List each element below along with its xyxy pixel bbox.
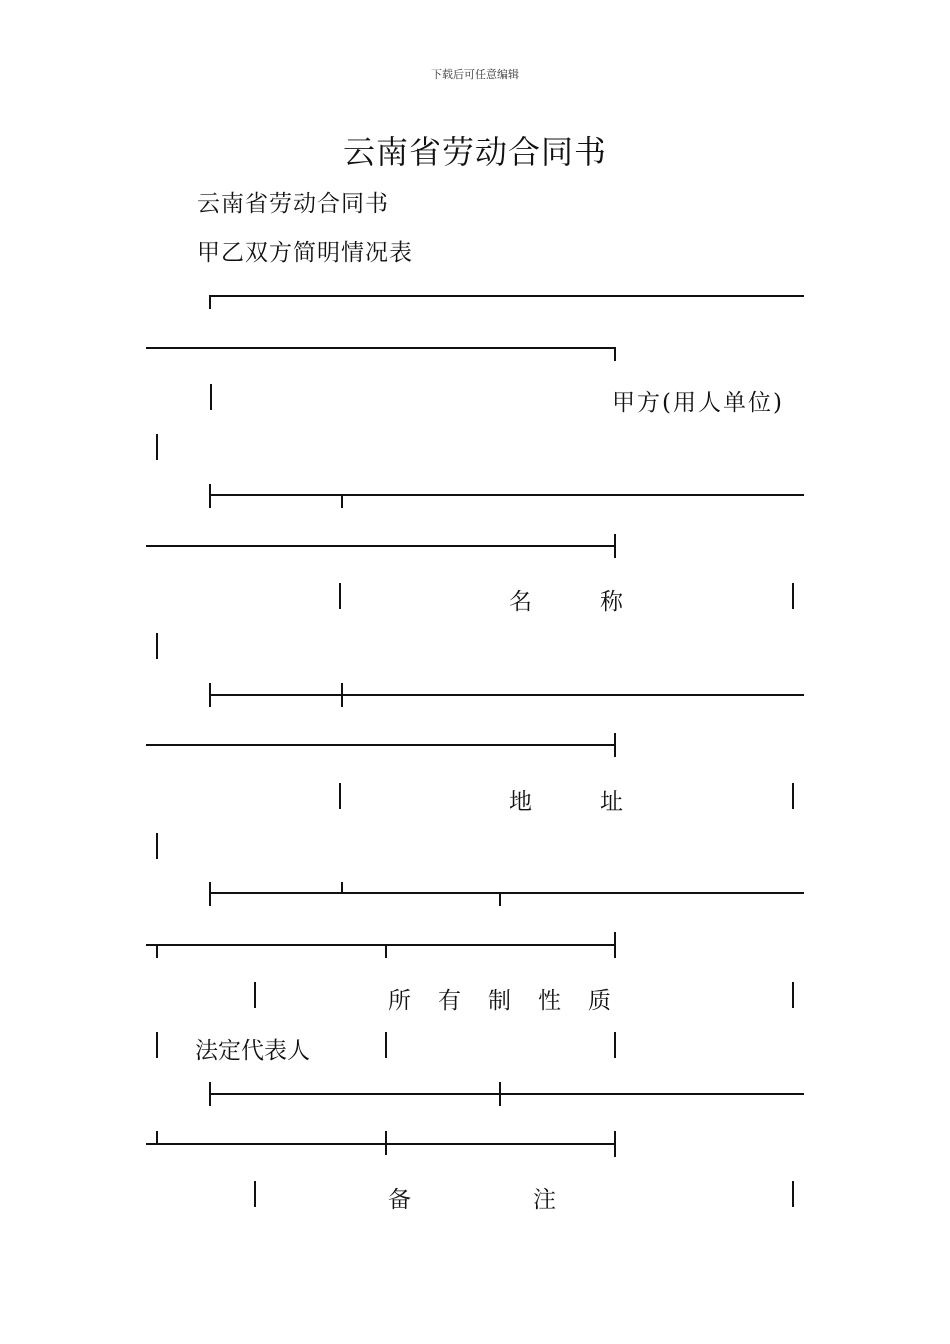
name-label: 名称 (509, 589, 691, 615)
table-border-top (209, 295, 804, 297)
table-border (156, 1032, 158, 1058)
table-joint (385, 944, 387, 958)
table-border-left (210, 384, 212, 410)
table-border (792, 982, 794, 1008)
table-joint (209, 484, 211, 508)
table-joint (614, 534, 616, 558)
table-joint (341, 882, 343, 894)
table-border (339, 783, 341, 809)
document-title: 云南省劳动合同书 (342, 133, 607, 171)
subtitle: 云南省劳动合同书 (197, 191, 389, 217)
table-separator (209, 892, 804, 894)
table-joint (209, 683, 211, 707)
party-a-label: 甲方(用人单位) (612, 390, 784, 416)
table-border (254, 982, 256, 1008)
table-border (614, 1032, 616, 1058)
header-note: 下载后可任意编辑 (431, 68, 519, 81)
table-joint (614, 1131, 616, 1157)
table-border (385, 1032, 387, 1058)
table-separator-wrap (146, 944, 616, 946)
table-joint (385, 1131, 387, 1155)
table-joint (341, 494, 343, 508)
table-separator-wrap (146, 744, 616, 746)
table-joint (209, 882, 211, 906)
table-joint (156, 944, 158, 958)
table-joint (341, 683, 343, 707)
table-separator (209, 1093, 804, 1095)
table-separator-wrap (146, 545, 616, 547)
table-joint (209, 1082, 211, 1106)
table-border-right-wrap (156, 434, 158, 460)
table-border (792, 783, 794, 809)
table-separator (209, 694, 804, 696)
legal-rep-label: 法定代表人 (195, 1038, 310, 1064)
table-title: 甲乙双方简明情况表 (197, 240, 413, 266)
table-joint (156, 1131, 158, 1143)
table-border-wrap (156, 833, 158, 859)
table-border-top-wrap (146, 347, 616, 349)
table-corner-top-right (614, 347, 616, 361)
table-separator (209, 494, 804, 496)
remarks-label: 备注 (388, 1187, 678, 1213)
table-joint (614, 932, 616, 958)
table-border (254, 1181, 256, 1207)
table-separator-wrap (146, 1143, 616, 1145)
table-joint (499, 1082, 501, 1106)
address-label: 地址 (509, 789, 691, 815)
table-joint (614, 733, 616, 757)
ownership-label: 所有制性质 (388, 988, 638, 1014)
table-border-wrap (156, 633, 158, 659)
table-border (792, 1181, 794, 1207)
table-joint (499, 892, 501, 906)
table-border (792, 583, 794, 609)
table-border (339, 583, 341, 609)
table-corner-top-left (209, 295, 211, 309)
